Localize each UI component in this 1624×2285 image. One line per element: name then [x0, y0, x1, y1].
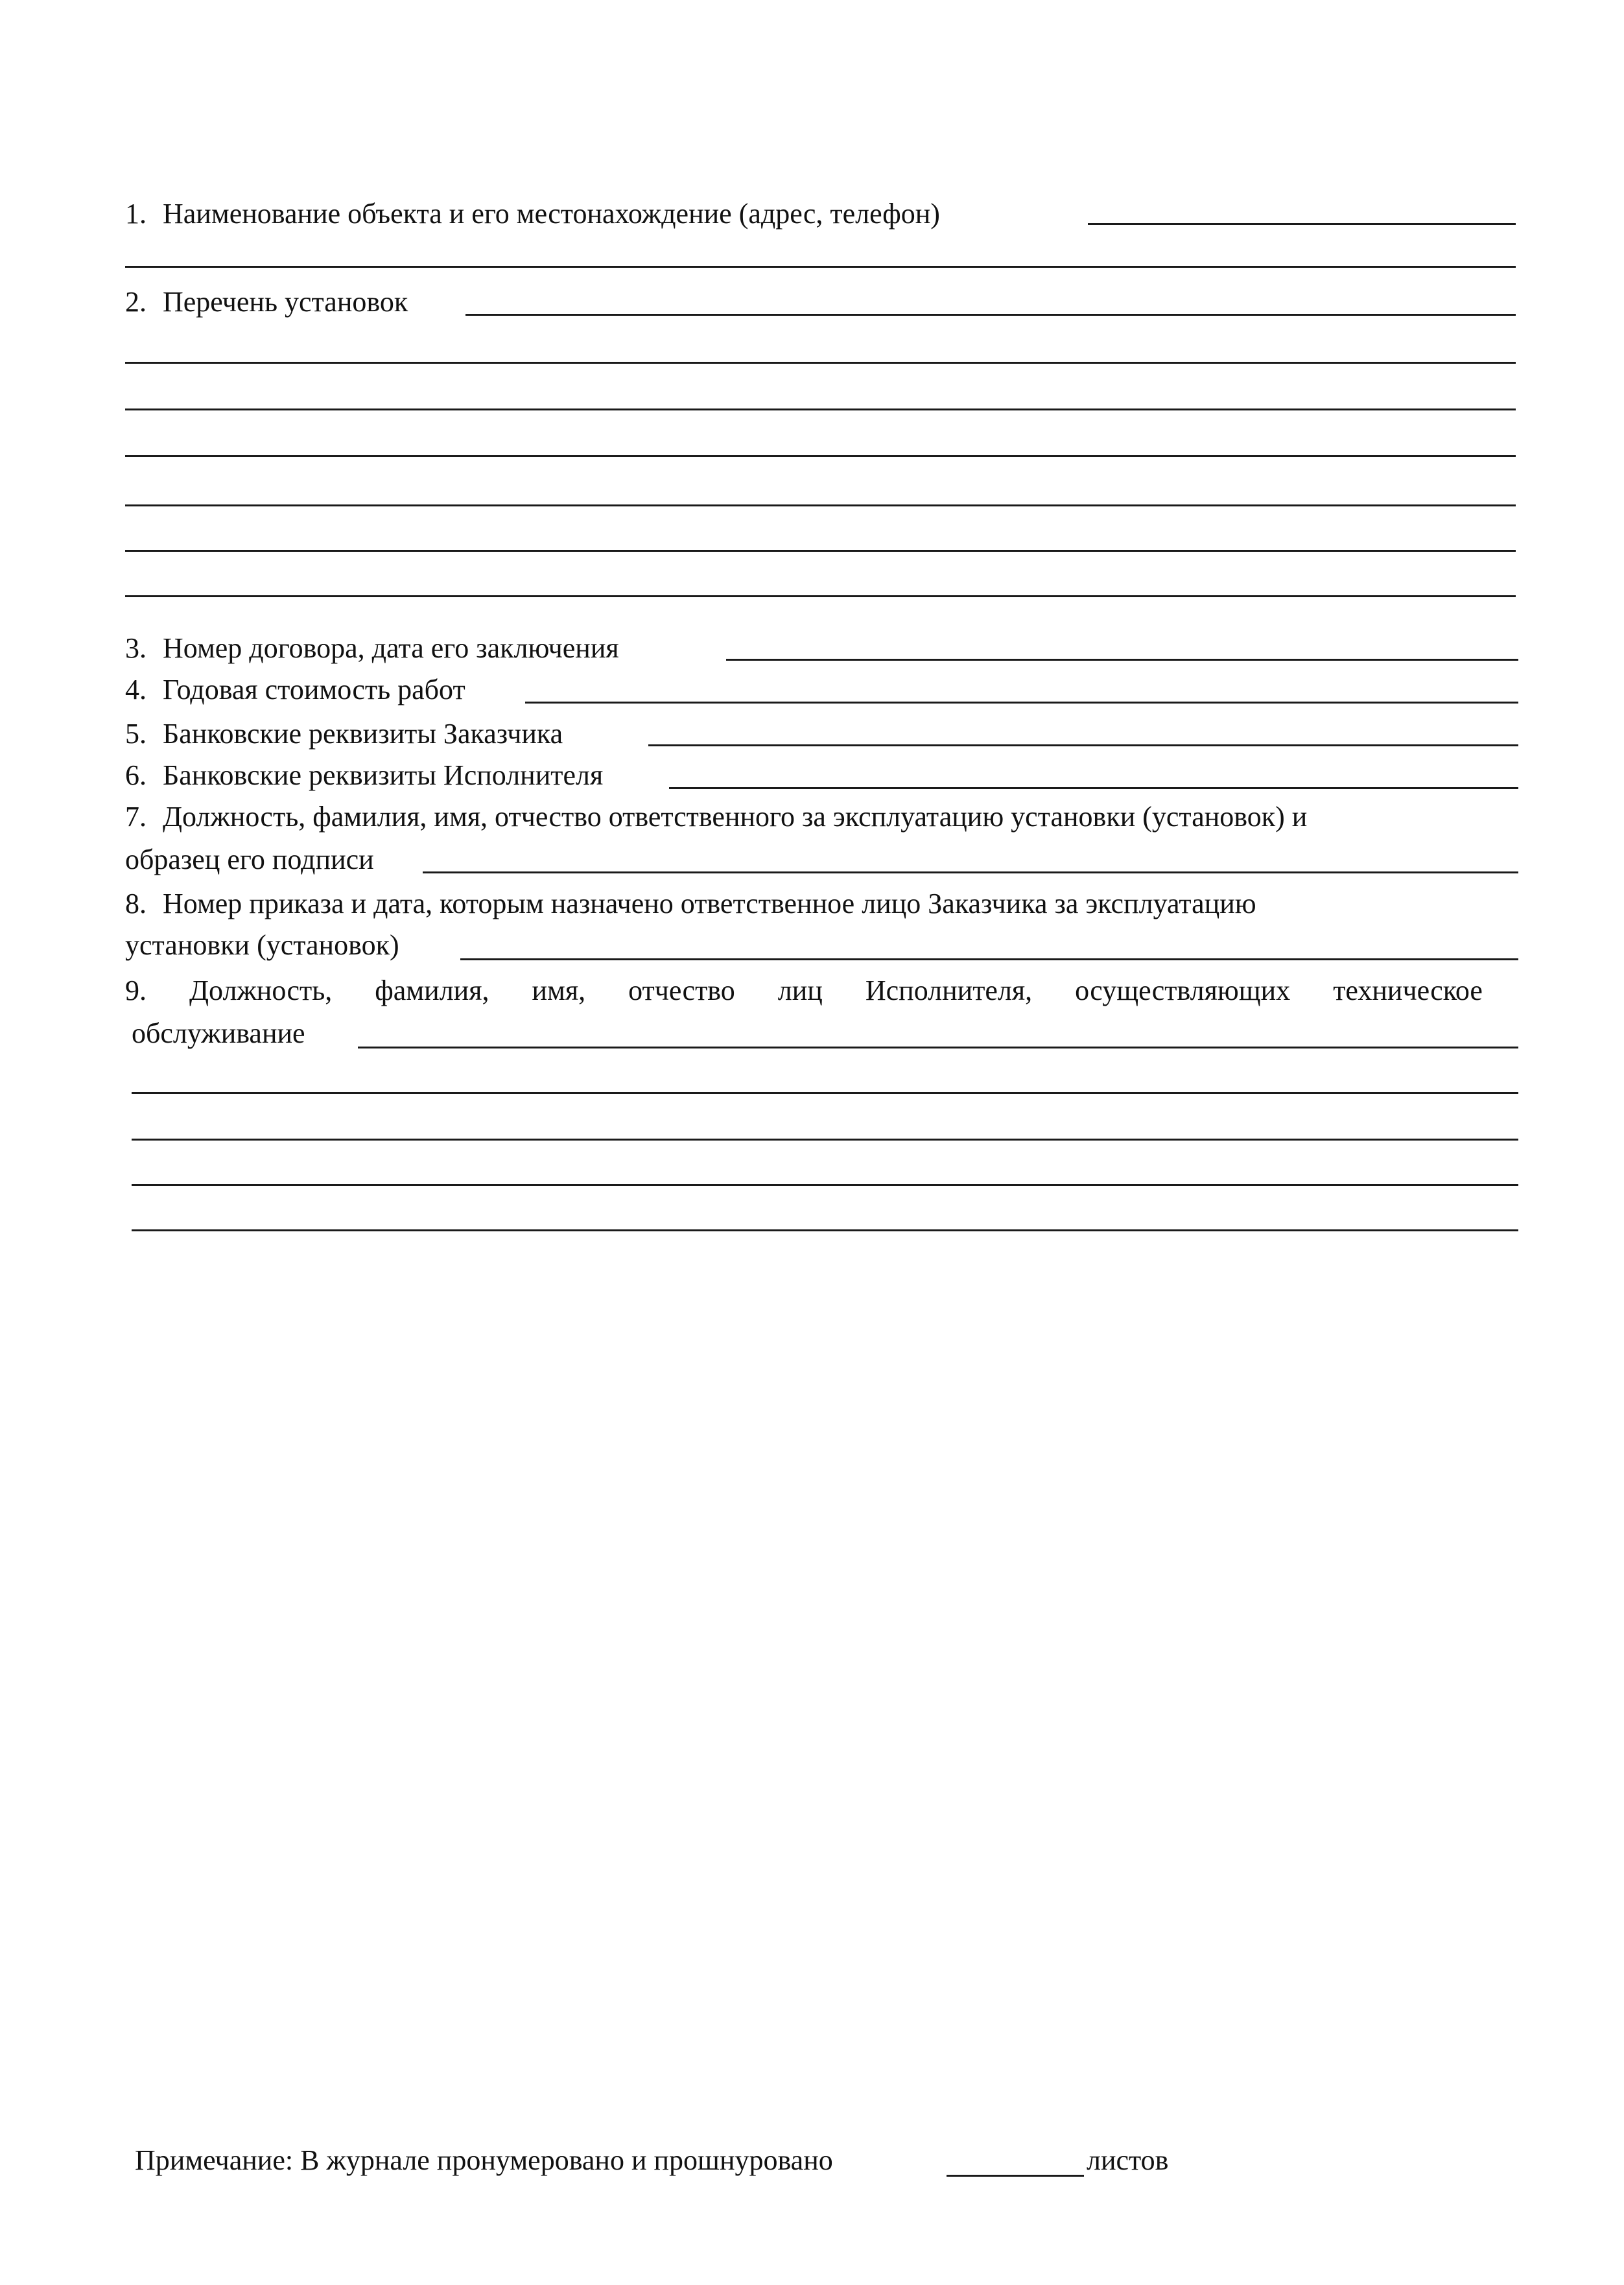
- item-9-continued: [132, 1015, 305, 1052]
- fill-line[interactable]: [465, 314, 1516, 316]
- item-label: Годовая стоимость работ: [163, 674, 465, 705]
- item-label: Должность, фамилия, имя, отчество ответственного за эксплуатацию установки (установок) и: [163, 801, 1308, 833]
- fill-line[interactable]: [648, 744, 1518, 746]
- item-1: [125, 196, 940, 232]
- item-number: 4.: [125, 674, 147, 705]
- item-8: [125, 886, 1256, 922]
- fill-line[interactable]: [125, 362, 1516, 364]
- item-number: 8.: [125, 888, 147, 919]
- item-label: Номер договора, дата его заключения: [163, 632, 619, 664]
- note-text: В журнале пронумеровано и прошнуровано: [300, 2144, 833, 2176]
- fill-line[interactable]: [125, 550, 1516, 552]
- item-word: Должность,: [189, 975, 333, 1006]
- item-label: Наименование объекта и его местонахождение (адрес, телефон): [163, 198, 940, 230]
- item-label: установки (установок): [125, 929, 399, 961]
- fill-line[interactable]: [125, 595, 1516, 597]
- fill-line[interactable]: [132, 1092, 1518, 1094]
- item-label: Перечень установок: [163, 286, 408, 318]
- fill-line[interactable]: [125, 504, 1516, 506]
- fill-line[interactable]: [125, 455, 1516, 457]
- item-label: Номер приказа и дата, которым назначено ответственное лицо Заказчика за эксплуатацию: [163, 888, 1256, 919]
- fill-line[interactable]: [669, 787, 1518, 789]
- fill-line[interactable]: [132, 1229, 1518, 1231]
- item-label: обслуживание: [132, 1017, 305, 1049]
- item-number: 7.: [125, 801, 147, 833]
- fill-line[interactable]: [358, 1047, 1518, 1048]
- item-word: Исполнителя,: [865, 975, 1033, 1006]
- note-label: Примечание:: [135, 2144, 294, 2176]
- item-label: образец его подписи: [125, 844, 374, 875]
- item-number: 1.: [125, 198, 147, 230]
- fill-line[interactable]: [132, 1184, 1518, 1186]
- item-2: [125, 284, 408, 320]
- note-suffix-text: листов: [1087, 2144, 1169, 2176]
- item-5: [125, 716, 563, 752]
- item-label: Банковские реквизиты Заказчика: [163, 718, 563, 750]
- item-word: имя,: [532, 975, 586, 1006]
- fill-line[interactable]: [525, 702, 1518, 704]
- item-word: отчество: [628, 975, 735, 1006]
- item-word: фамилия,: [375, 975, 489, 1006]
- sheet-count-line[interactable]: [947, 2175, 1084, 2177]
- fill-line[interactable]: [125, 266, 1516, 268]
- fill-line[interactable]: [423, 871, 1518, 873]
- item-number: 6.: [125, 759, 147, 791]
- item-label: Банковские реквизиты Исполнителя: [163, 759, 604, 791]
- note: [135, 2142, 833, 2179]
- fill-line[interactable]: [460, 958, 1518, 960]
- item-8-continued: [125, 927, 399, 964]
- item-4: [125, 672, 465, 708]
- fill-line[interactable]: [132, 1139, 1518, 1141]
- item-word: осуществляющих: [1075, 975, 1291, 1006]
- fill-line[interactable]: [726, 659, 1518, 661]
- fill-line[interactable]: [125, 408, 1516, 410]
- item-number: 5.: [125, 718, 147, 750]
- item-3: [125, 630, 619, 667]
- item-number: 9.: [125, 975, 147, 1006]
- item-6: [125, 757, 603, 794]
- item-number: 2.: [125, 286, 147, 318]
- item-7: [125, 799, 1307, 835]
- item-7-continued: [125, 842, 374, 878]
- item-9: [125, 973, 1483, 1009]
- item-word: техническое: [1333, 975, 1483, 1006]
- note-suffix: [1087, 2142, 1168, 2179]
- fill-line[interactable]: [1088, 223, 1516, 225]
- item-word: лиц: [777, 975, 823, 1006]
- item-number: 3.: [125, 632, 147, 664]
